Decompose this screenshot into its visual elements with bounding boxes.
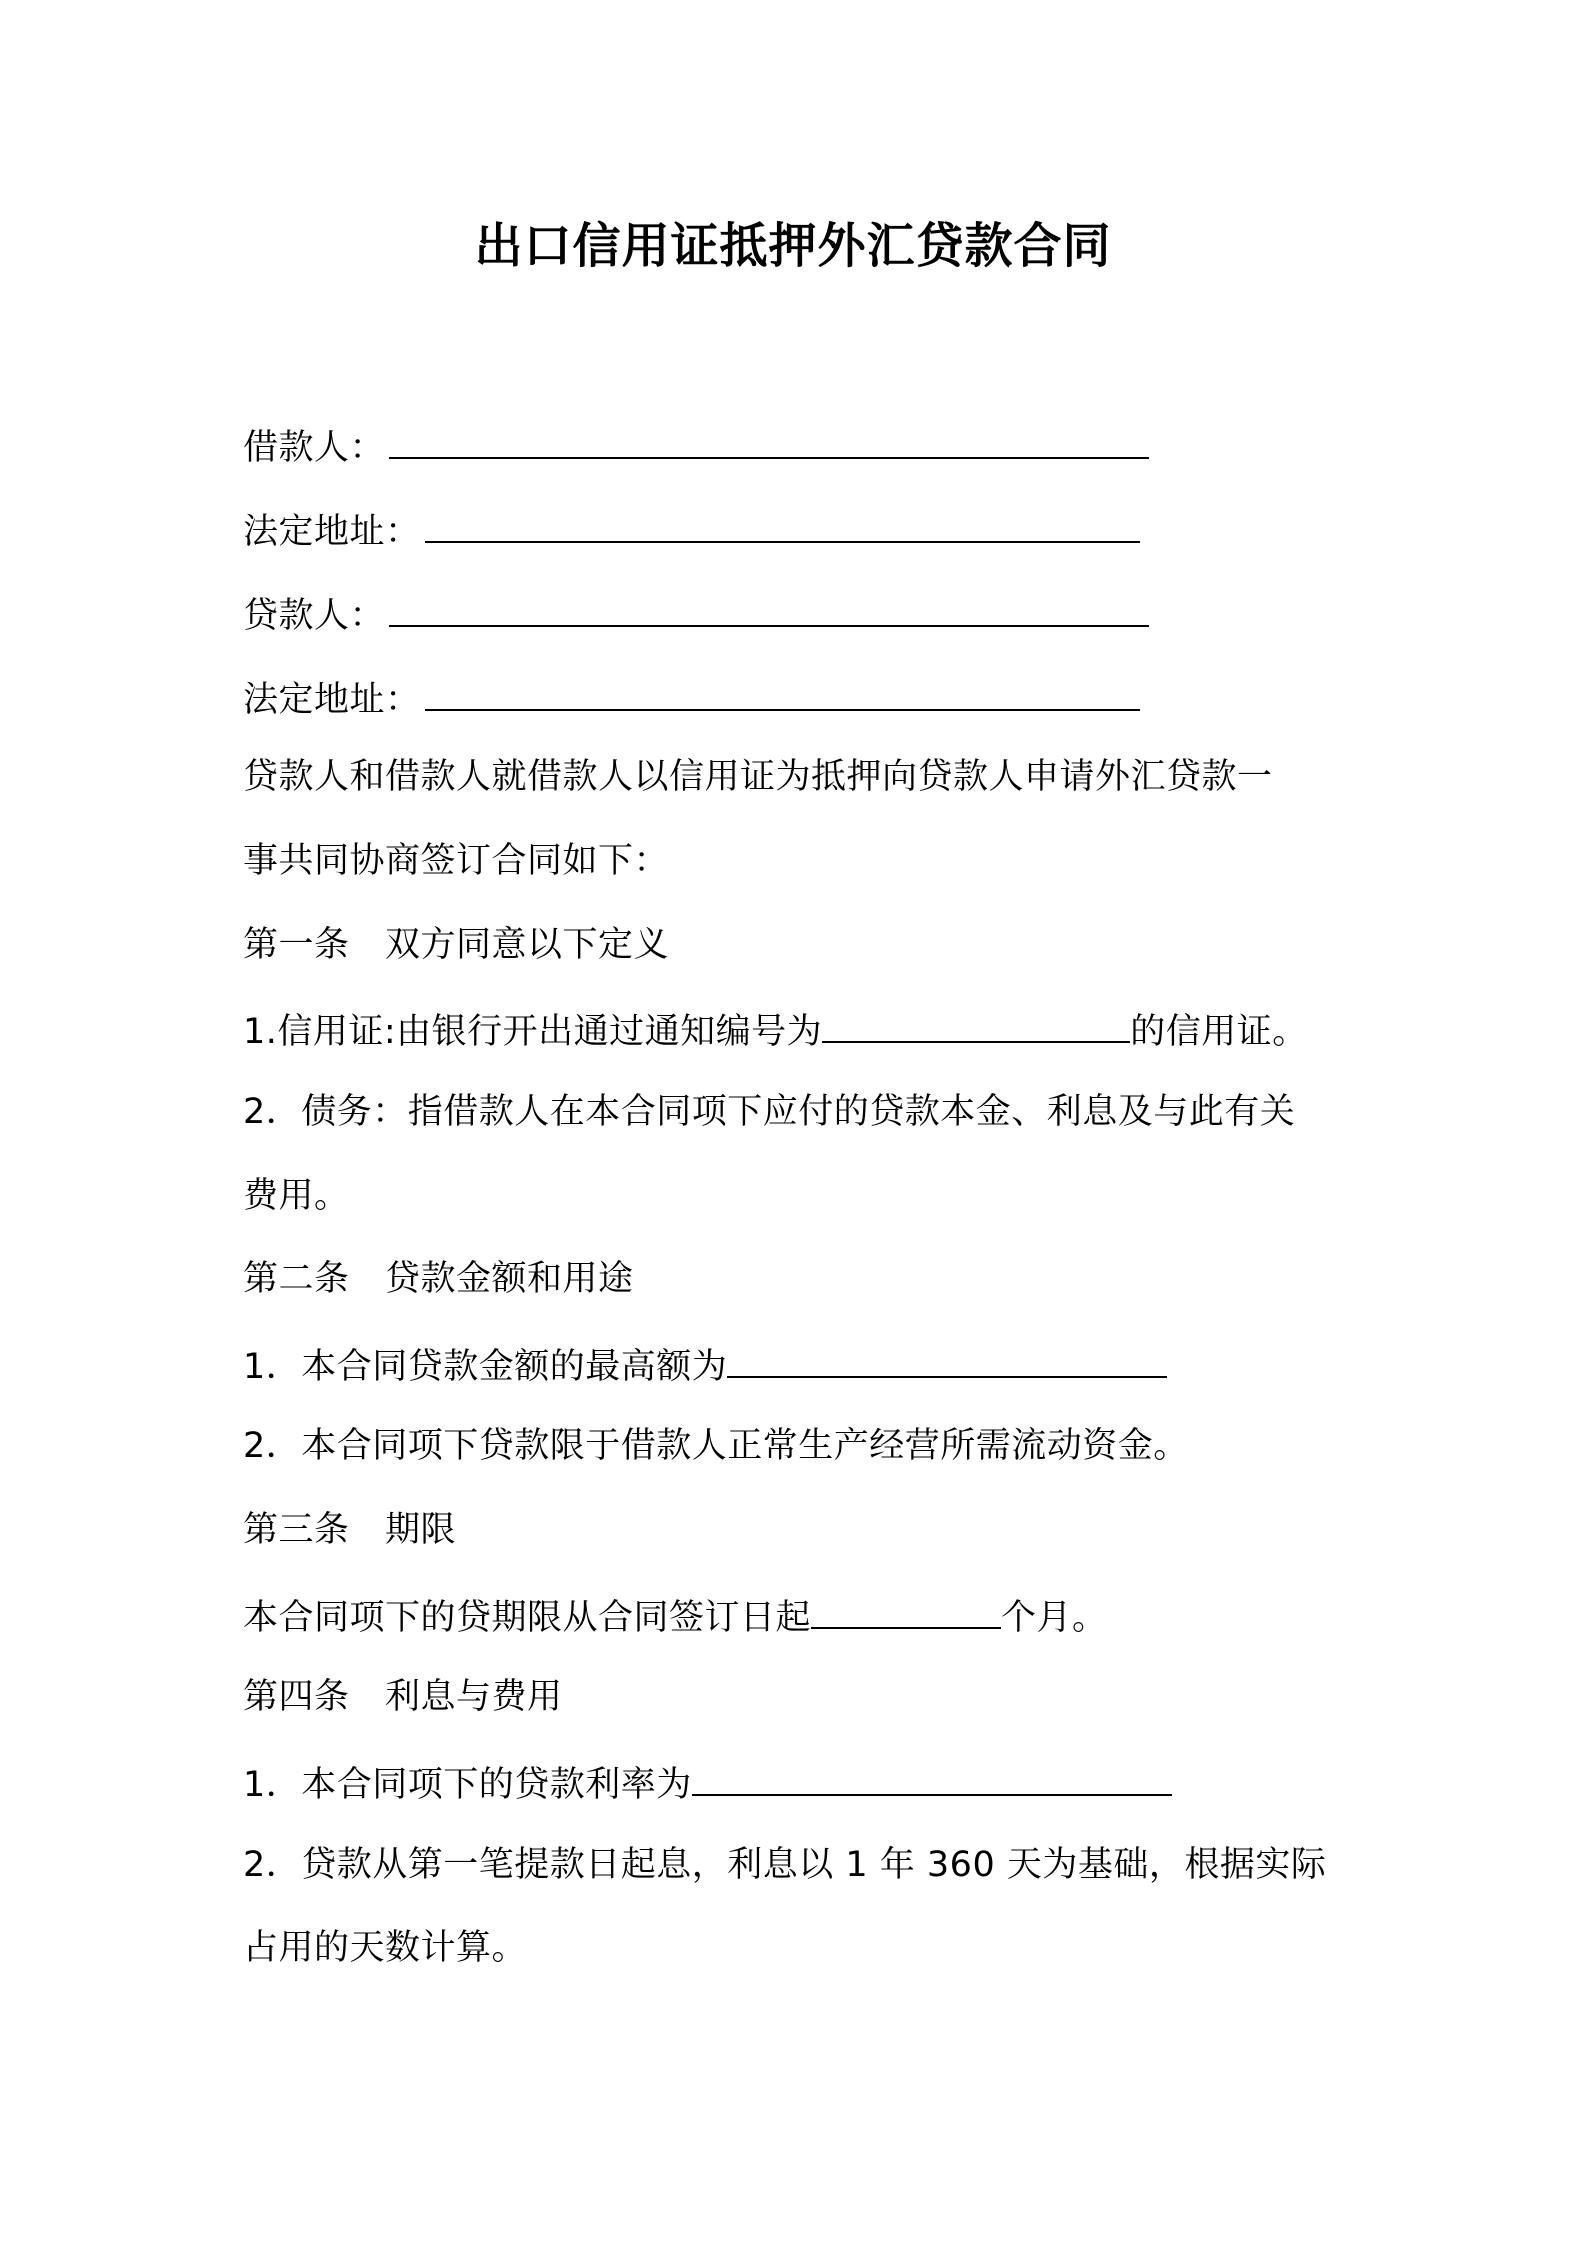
article-3-text (243, 1589, 1108, 1643)
article-4-item-1 (243, 1756, 1172, 1810)
article-1-item-1 (243, 1003, 1308, 1057)
lender-address-label: 法定地址： (243, 680, 421, 720)
borrower-address-field (243, 503, 1140, 557)
lender-blank[interactable] (389, 587, 1149, 627)
lender-label: 贷款人： (243, 596, 386, 636)
article-2-item-2: 2．本合同项下贷款限于借款人正常生产经营所需流动资金。 (243, 1426, 1189, 1466)
article-4-heading: 第四条 利息与费用 (243, 1677, 563, 1717)
article-1-item-1-prefix: 1.信用证:由银行开出通过通知编号为 (243, 1012, 823, 1052)
intro-line-2: 事共同协商签订合同如下： (243, 841, 670, 881)
article-3-text-prefix: 本合同项下的贷期限从合同签订日起 (243, 1598, 812, 1638)
borrower-field (243, 419, 1149, 473)
article-1-item-1-suffix: 的信用证。 (1130, 1012, 1308, 1052)
document-title: 出口信用证抵押外汇贷款合同 (474, 218, 1112, 274)
article-1-heading: 第一条 双方同意以下定义 (243, 925, 670, 965)
article-3-text-suffix: 个月。 (1001, 1598, 1108, 1638)
interest-rate-blank[interactable] (692, 1756, 1172, 1796)
article-3-heading: 第三条 期限 (243, 1510, 457, 1550)
borrower-label: 借款人： (243, 428, 386, 468)
credit-number-blank[interactable] (822, 1003, 1130, 1043)
borrower-address-blank[interactable] (425, 503, 1140, 543)
article-1-item-2-line-1: 2．债务：指借款人在本合同项下应付的贷款本金、利息及与此有关 (243, 1092, 1296, 1132)
article-4-item-2-line-1: 2．贷款从第一笔提款日起息，利息以 1 年 360 天为基础，根据实际 (243, 1845, 1327, 1885)
article-4-item-2-line-2: 占用的天数计算。 (243, 1928, 528, 1968)
borrower-address-label: 法定地址： (243, 512, 421, 552)
borrower-blank[interactable] (389, 419, 1149, 459)
article-2-heading: 第二条 贷款金额和用途 (243, 1259, 634, 1299)
lender-address-field (243, 671, 1140, 725)
article-2-item-1 (243, 1338, 1167, 1392)
max-amount-blank[interactable] (727, 1338, 1167, 1378)
intro-line-1: 贷款人和借款人就借款人以信用证为抵押向贷款人申请外汇贷款一 (243, 757, 1273, 797)
article-2-item-1-text: 1．本合同贷款金额的最高额为 (243, 1347, 728, 1387)
article-4-item-1-text: 1．本合同项下的贷款利率为 (243, 1765, 692, 1805)
lender-field (243, 587, 1149, 641)
lender-address-blank[interactable] (425, 671, 1140, 711)
term-months-blank[interactable] (811, 1589, 1001, 1629)
article-1-item-2-line-2: 费用。 (243, 1176, 350, 1216)
